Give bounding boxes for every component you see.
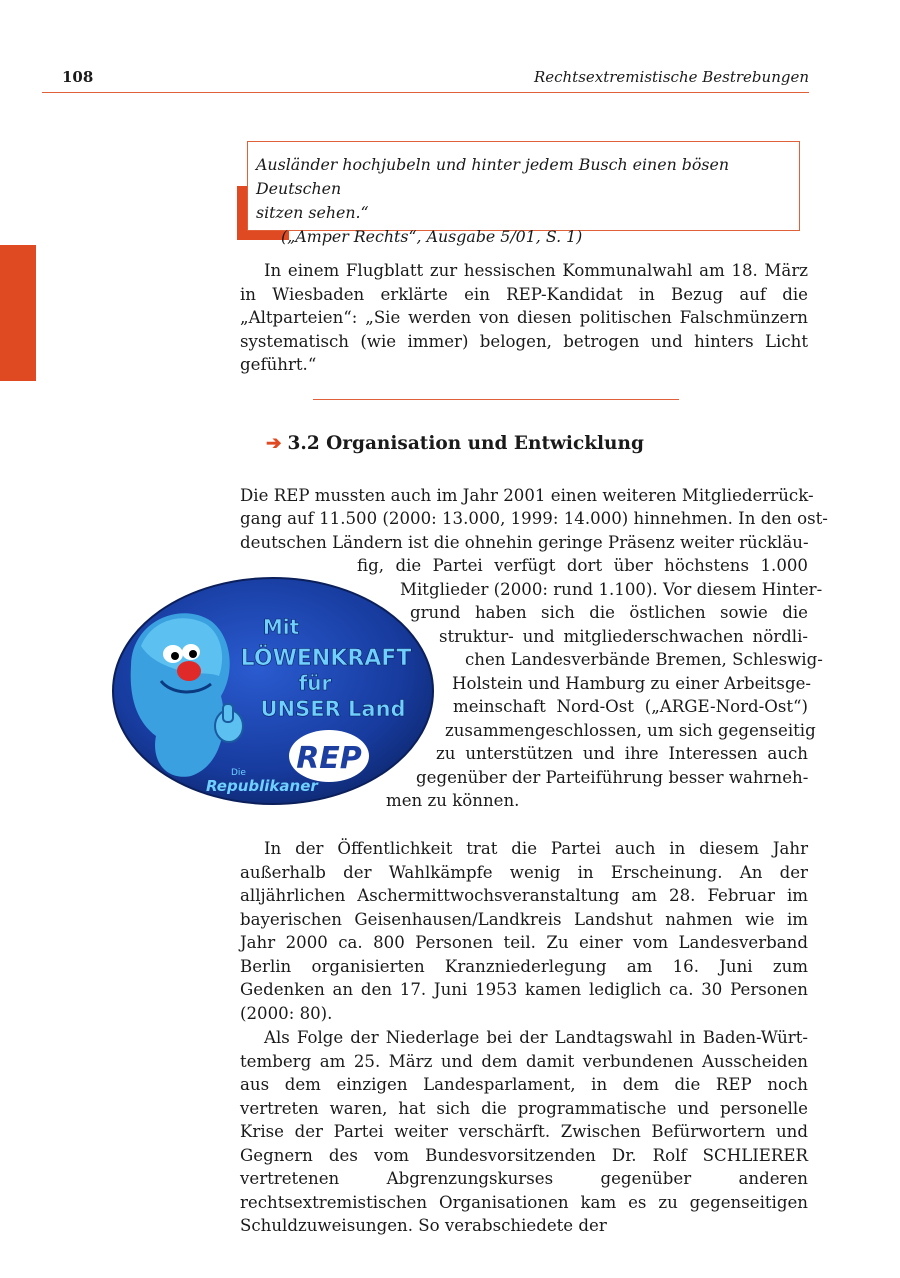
section-divider <box>313 399 679 400</box>
page-number: 108 <box>62 68 94 86</box>
text-line: men zu können. <box>386 791 520 810</box>
sticker-text-mit: Mit <box>262 615 300 639</box>
sticker-party-prefix: Die <box>231 768 246 778</box>
rep-sticker-image <box>111 576 435 806</box>
text-line: deutschen Ländern ist die ohnehin geringe Präsenz weiter rückläu- <box>240 533 809 552</box>
arrow-right-icon: ➔ <box>266 433 282 454</box>
sticker-text-unser-land: UNSER Land <box>260 697 406 721</box>
running-title: Rechtsextremistische Bestrebungen <box>533 68 809 86</box>
paragraph-oeffentlichkeit: In der Öffentlichkeit trat die Partei auch in diesem Jahr außerhalb der Wahlkämpfe wenig in Erscheinung. An der alljährlichen Aschermittwochsveranstaltung am 28. Februar im bayerischen Geisenhausen/Landkreis Landshut nahmen wie im Jahr 2000 ca. 800 Personen teil. Zu einer vom Landesverband Berlin organisierten Kranzniederlegung am 16. Juni zum Gedenken an den 17. Juni 1953 kamen lediglich ca. 30 Personen (2000: 80). <box>240 839 808 1023</box>
text-line: zusammengeschlossen, um sich gegenseitig <box>445 721 816 740</box>
text-line: zu unterstützen und ihre Interessen auch <box>436 744 808 763</box>
rep-logo <box>289 730 369 782</box>
text-line: Holstein und Hamburg zu einer Arbeitsge- <box>452 674 811 693</box>
section-title: 3.2 Organisation und Entwicklung <box>287 433 644 454</box>
rep-sticker <box>111 576 435 806</box>
quote-line-2: sitzen sehen.“ <box>256 203 369 222</box>
section-heading <box>266 433 644 454</box>
rep-logo-text: REP <box>296 741 362 776</box>
page-header <box>42 66 809 93</box>
sticker-party-name: Republikaner <box>206 777 318 795</box>
text-line: fig, die Partei verfügt dort über höchstens 1.000 <box>357 556 808 575</box>
text-line: Die REP mussten auch im Jahr 2001 einen weiteren Mitgliederrück- <box>240 486 814 505</box>
paragraph-flugblatt: In einem Flugblatt zur hessischen Kommunalwahl am 18. März in Wiesbaden erklärte ein REP-Kandidat in Bezug auf die „Altparteien“: „Sie werden von diesen politischen Falschmünzern systematisch (wie immer) belogen, betrogen und hinters Licht geführt.“ <box>240 261 808 374</box>
quote-source: („Amper Rechts“, Ausgabe 5/01, S. 1) <box>281 227 583 246</box>
chapter-tab-marker <box>0 245 36 381</box>
text-line: struktur- und mitgliederschwachen nördli- <box>439 627 808 646</box>
text-line: gegenüber der Parteiführung besser wahrneh- <box>416 768 809 787</box>
text-line: grund haben sich die östlichen sowie die <box>410 603 808 622</box>
sticker-text-loewenkraft: LÖWENKRAFT <box>240 646 412 671</box>
text-line: chen Landesverbände Bremen, Schleswig- <box>465 650 823 669</box>
sticker-text-fuer: für <box>298 671 332 695</box>
text-line: meinschaft Nord-Ost („ARGE-Nord-Ost“) <box>453 697 808 716</box>
quote-box <box>247 141 800 246</box>
quote-line-1: Ausländer hochjubeln und hinter jedem Busch einen bösen Deutschen <box>256 155 730 198</box>
paragraph-landtagswahl: Als Folge der Niederlage bei der Landtagswahl in Baden-Württemberg am 25. März und dem damit verbundenen Ausscheiden aus dem einzigen Landesparlament, in dem die REP noch vertreten waren, hat sich die programmatische und personelle Krise der Partei weiter verschärft. Zwischen Befürwortern und Gegnern des vom Bundesvorsitzenden Dr. Rolf SCHLIERER vertretenen Abgrenzungskurses gegenüber anderen rechtsextremistischen Organisationen kam es zu gegenseitigen Schuldzuweisungen. So verabschiedete der <box>240 1028 808 1235</box>
text-line: Mitglieder (2000: rund 1.100). Vor diesem Hinter- <box>400 580 823 599</box>
text-line: gang auf 11.500 (2000: 13.000, 1999: 14.000) hinnehmen. In den ost- <box>240 509 828 528</box>
